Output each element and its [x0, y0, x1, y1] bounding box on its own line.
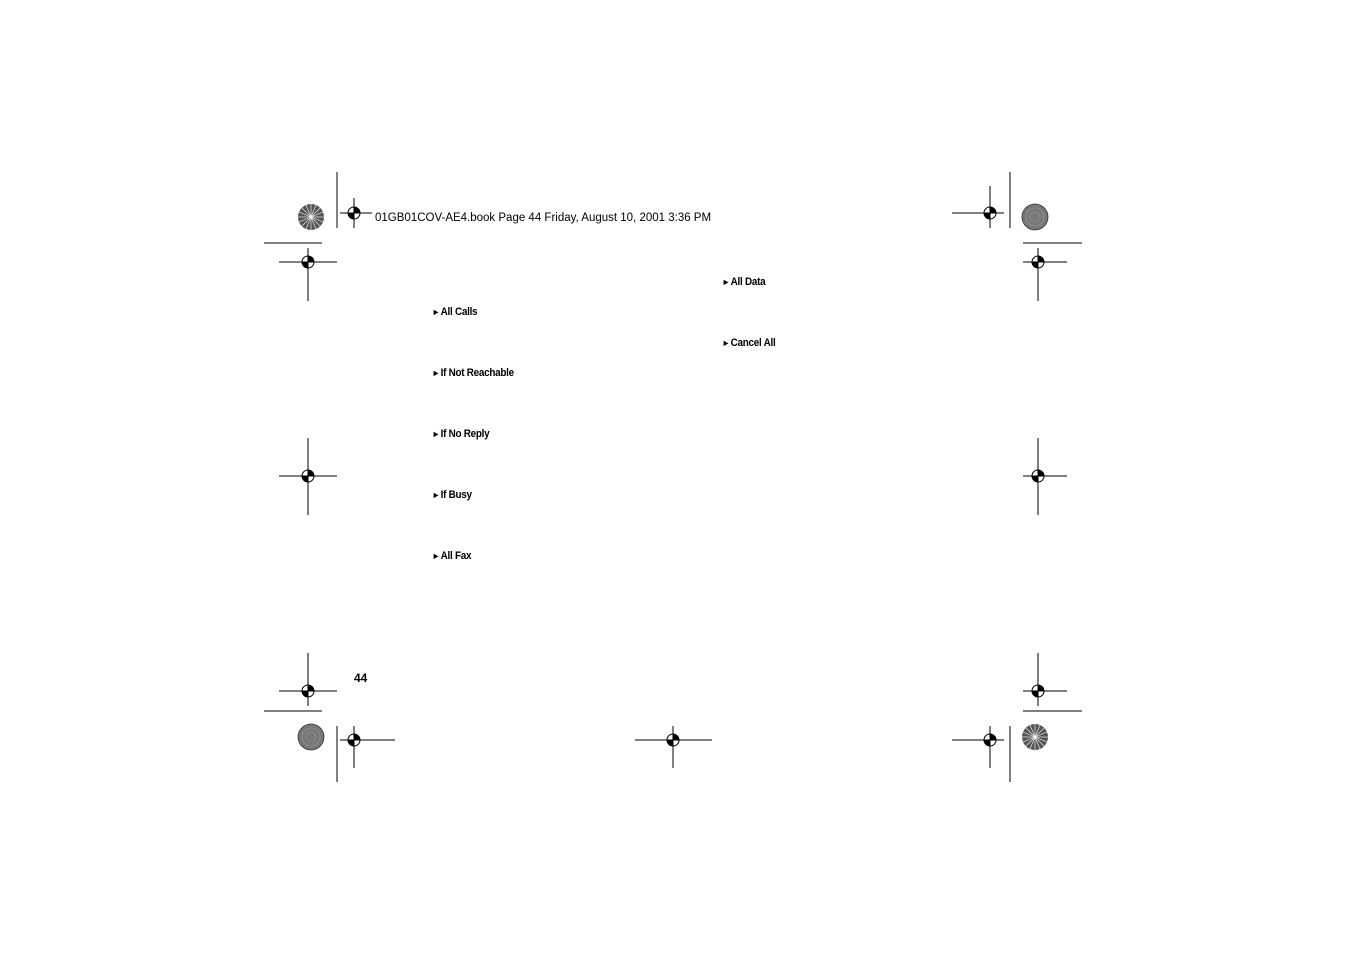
menu-item-label: All Data	[730, 276, 766, 288]
menu-item-all-data	[722, 276, 765, 288]
registration-crosshair-icon	[279, 438, 337, 515]
menu-item-label: If Not Reachable	[440, 367, 514, 379]
starburst-target-icon	[1022, 204, 1048, 230]
arrow-right-icon: ►	[722, 338, 730, 348]
arrow-right-icon: ►	[432, 551, 440, 561]
arrow-right-icon: ►	[432, 368, 440, 378]
arrow-right-icon: ►	[432, 429, 440, 439]
registration-crosshair-icon	[1023, 438, 1067, 515]
registration-crosshair-icon	[279, 653, 337, 706]
registration-crosshair-icon	[340, 726, 395, 768]
starburst-target-icon	[298, 204, 324, 230]
menu-item-if-no-reply	[432, 428, 489, 440]
menu-item-if-not-reachable	[432, 367, 514, 379]
registration-crosshair-icon	[952, 726, 1004, 768]
registration-crosshair-icon	[1023, 248, 1067, 301]
registration-crosshair-icon	[635, 726, 712, 768]
arrow-right-icon: ►	[722, 277, 730, 287]
registration-crosshair-icon	[952, 186, 1004, 228]
registration-crosshair-icon	[1023, 653, 1067, 706]
menu-item-all-calls	[432, 306, 477, 318]
starburst-target-icon	[1022, 724, 1048, 750]
menu-item-cancel-all	[722, 337, 775, 349]
arrow-right-icon: ►	[432, 490, 440, 500]
page-number: 44	[354, 671, 368, 685]
menu-item-label: All Fax	[440, 550, 472, 562]
menu-item-label: If No Reply	[440, 428, 490, 440]
arrow-right-icon: ►	[432, 307, 440, 317]
menu-item-label: Cancel All	[730, 337, 776, 349]
book-slug-header: 01GB01COV-AE4.book Page 44 Friday, August 10, 2001 3:36 PM	[375, 212, 712, 224]
registration-crosshair-icon	[340, 198, 372, 228]
menu-item-if-busy	[432, 489, 472, 501]
menu-item-label: If Busy	[440, 489, 472, 501]
registration-crosshair-icon	[279, 248, 337, 301]
menu-item-all-fax	[432, 550, 471, 562]
menu-item-label: All Calls	[440, 306, 478, 318]
starburst-target-icon	[298, 724, 324, 750]
